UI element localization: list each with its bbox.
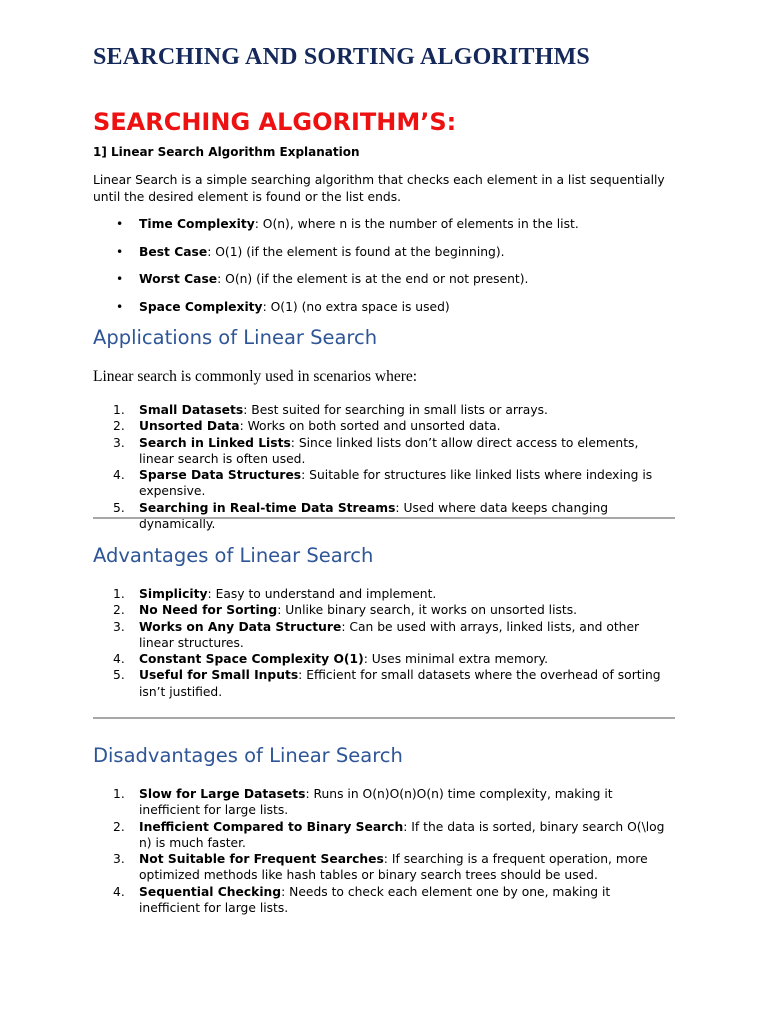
subheading: 1] Linear Search Algorithm Explanation [93,145,360,159]
item-number: 5. [113,500,125,515]
item-term: Inefficient Compared to Binary Search [139,819,404,834]
advantages-heading: Advantages of Linear Search [93,544,374,567]
list-item [93,819,675,852]
applications-list [93,402,675,532]
item-text: : Runs in O(n)O(n)O(n) time complexity, making it inefficient for large lists. [139,787,613,818]
item-text: : Needs to check each element one by one, making it inefficient for large lists. [139,884,611,916]
list-item [93,299,675,327]
item-text: : If searching is a frequent operation, more optimized methods like hash tables or binary search trees should be used. [139,852,648,883]
divider [93,517,675,519]
bullet-icon: • [116,244,124,259]
list-item [93,244,675,272]
item-term: Search in Linked Lists [139,435,291,450]
item-text: : O(1) (no extra space is used) [262,300,450,315]
item-number: 2. [113,819,125,834]
list-item [93,467,675,500]
item-term: Constant Space Complexity O(1) [139,652,364,667]
disadvantages-heading: Disadvantages of Linear Search [93,744,403,767]
list-item [93,667,675,700]
list-item [93,851,675,884]
item-text: : Since linked lists don’t allow direct access to elements, linear search is often used. [139,435,639,466]
list-item [93,619,675,652]
item-term: Not Suitable for Frequent Searches [139,852,384,867]
item-text: : Best suited for searching in small lists or arrays. [243,403,548,417]
item-number: 1. [113,787,125,801]
list-item [93,586,675,602]
advantages-list [93,586,675,700]
section-heading: SEARCHING ALGORITHM’S: [93,108,457,136]
item-term: Space Complexity [139,300,263,315]
bullet-icon: • [116,272,124,287]
list-item [93,418,675,434]
item-term: Searching in Real-time Data Streams [139,500,396,515]
item-term: Small Datasets [139,403,244,417]
item-text: : Used where data keeps changing dynamically. [139,500,609,532]
item-term: Best Case [139,244,208,259]
applications-heading: Applications of Linear Search [93,326,378,349]
item-number: 3. [113,852,125,867]
complexity-list [93,216,675,327]
item-text: : Easy to understand and implement. [207,587,437,601]
bullet-icon: • [116,300,124,315]
item-number: 4. [113,884,125,899]
item-term: Worst Case [139,272,218,287]
item-number: 3. [113,435,125,450]
list-item [93,602,675,618]
list-item [93,884,675,917]
item-term: Sparse Data Structures [139,468,302,483]
item-text: : O(n), where n is the number of elements in the list. [254,217,579,231]
item-number: 1. [113,403,125,417]
item-text: : Suitable for structures like linked lists where indexing is expensive. [139,468,653,499]
item-term: Sequential Checking [139,884,282,899]
item-text: : Unlike binary search, it works on unsorted lists. [277,603,578,618]
item-term: Slow for Large Datasets [139,787,306,801]
item-term: Works on Any Data Structure [139,619,342,634]
item-number: 4. [113,468,125,483]
list-item [93,216,675,244]
document-title: SEARCHING AND SORTING ALGORITHMS [93,44,590,70]
bullet-icon: • [116,217,124,231]
item-text: : Can be used with arrays, linked lists, and other linear structures. [139,619,640,650]
item-number: 4. [113,652,125,667]
intro-paragraph: Linear Search is a simple searching algorithm that checks each element in a list sequentially until the desired element is found or the list ends. [93,173,665,204]
applications-lead: Linear search is commonly used in scenarios where: [93,368,418,385]
item-term: No Need for Sorting [139,603,278,618]
item-term: Simplicity [139,587,208,601]
list-item [93,271,675,299]
item-term: Unsorted Data [139,419,240,434]
list-item [93,435,675,468]
item-term: Time Complexity [139,217,255,231]
list-item [93,651,675,667]
item-text: : Works on both sorted and unsorted data. [239,419,501,434]
item-number: 1. [113,587,125,601]
item-text: : Efficient for small datasets where the overhead of sorting isn’t justified. [139,668,661,699]
item-number: 5. [113,668,125,683]
item-term: Useful for Small Inputs [139,668,299,683]
item-text: : O(n) (if the element is at the end or not present). [217,272,529,287]
item-number: 3. [113,619,125,634]
item-text: : Uses minimal extra memory. [363,652,548,667]
item-number: 2. [113,419,125,434]
item-text: : O(1) (if the element is found at the beginning). [207,244,505,259]
item-number: 2. [113,603,125,618]
list-item [93,402,675,418]
divider [93,717,675,719]
disadvantages-list [93,786,675,916]
item-text: : If the data is sorted, binary search O(\log n) is much faster. [139,819,665,850]
list-item [93,786,675,819]
